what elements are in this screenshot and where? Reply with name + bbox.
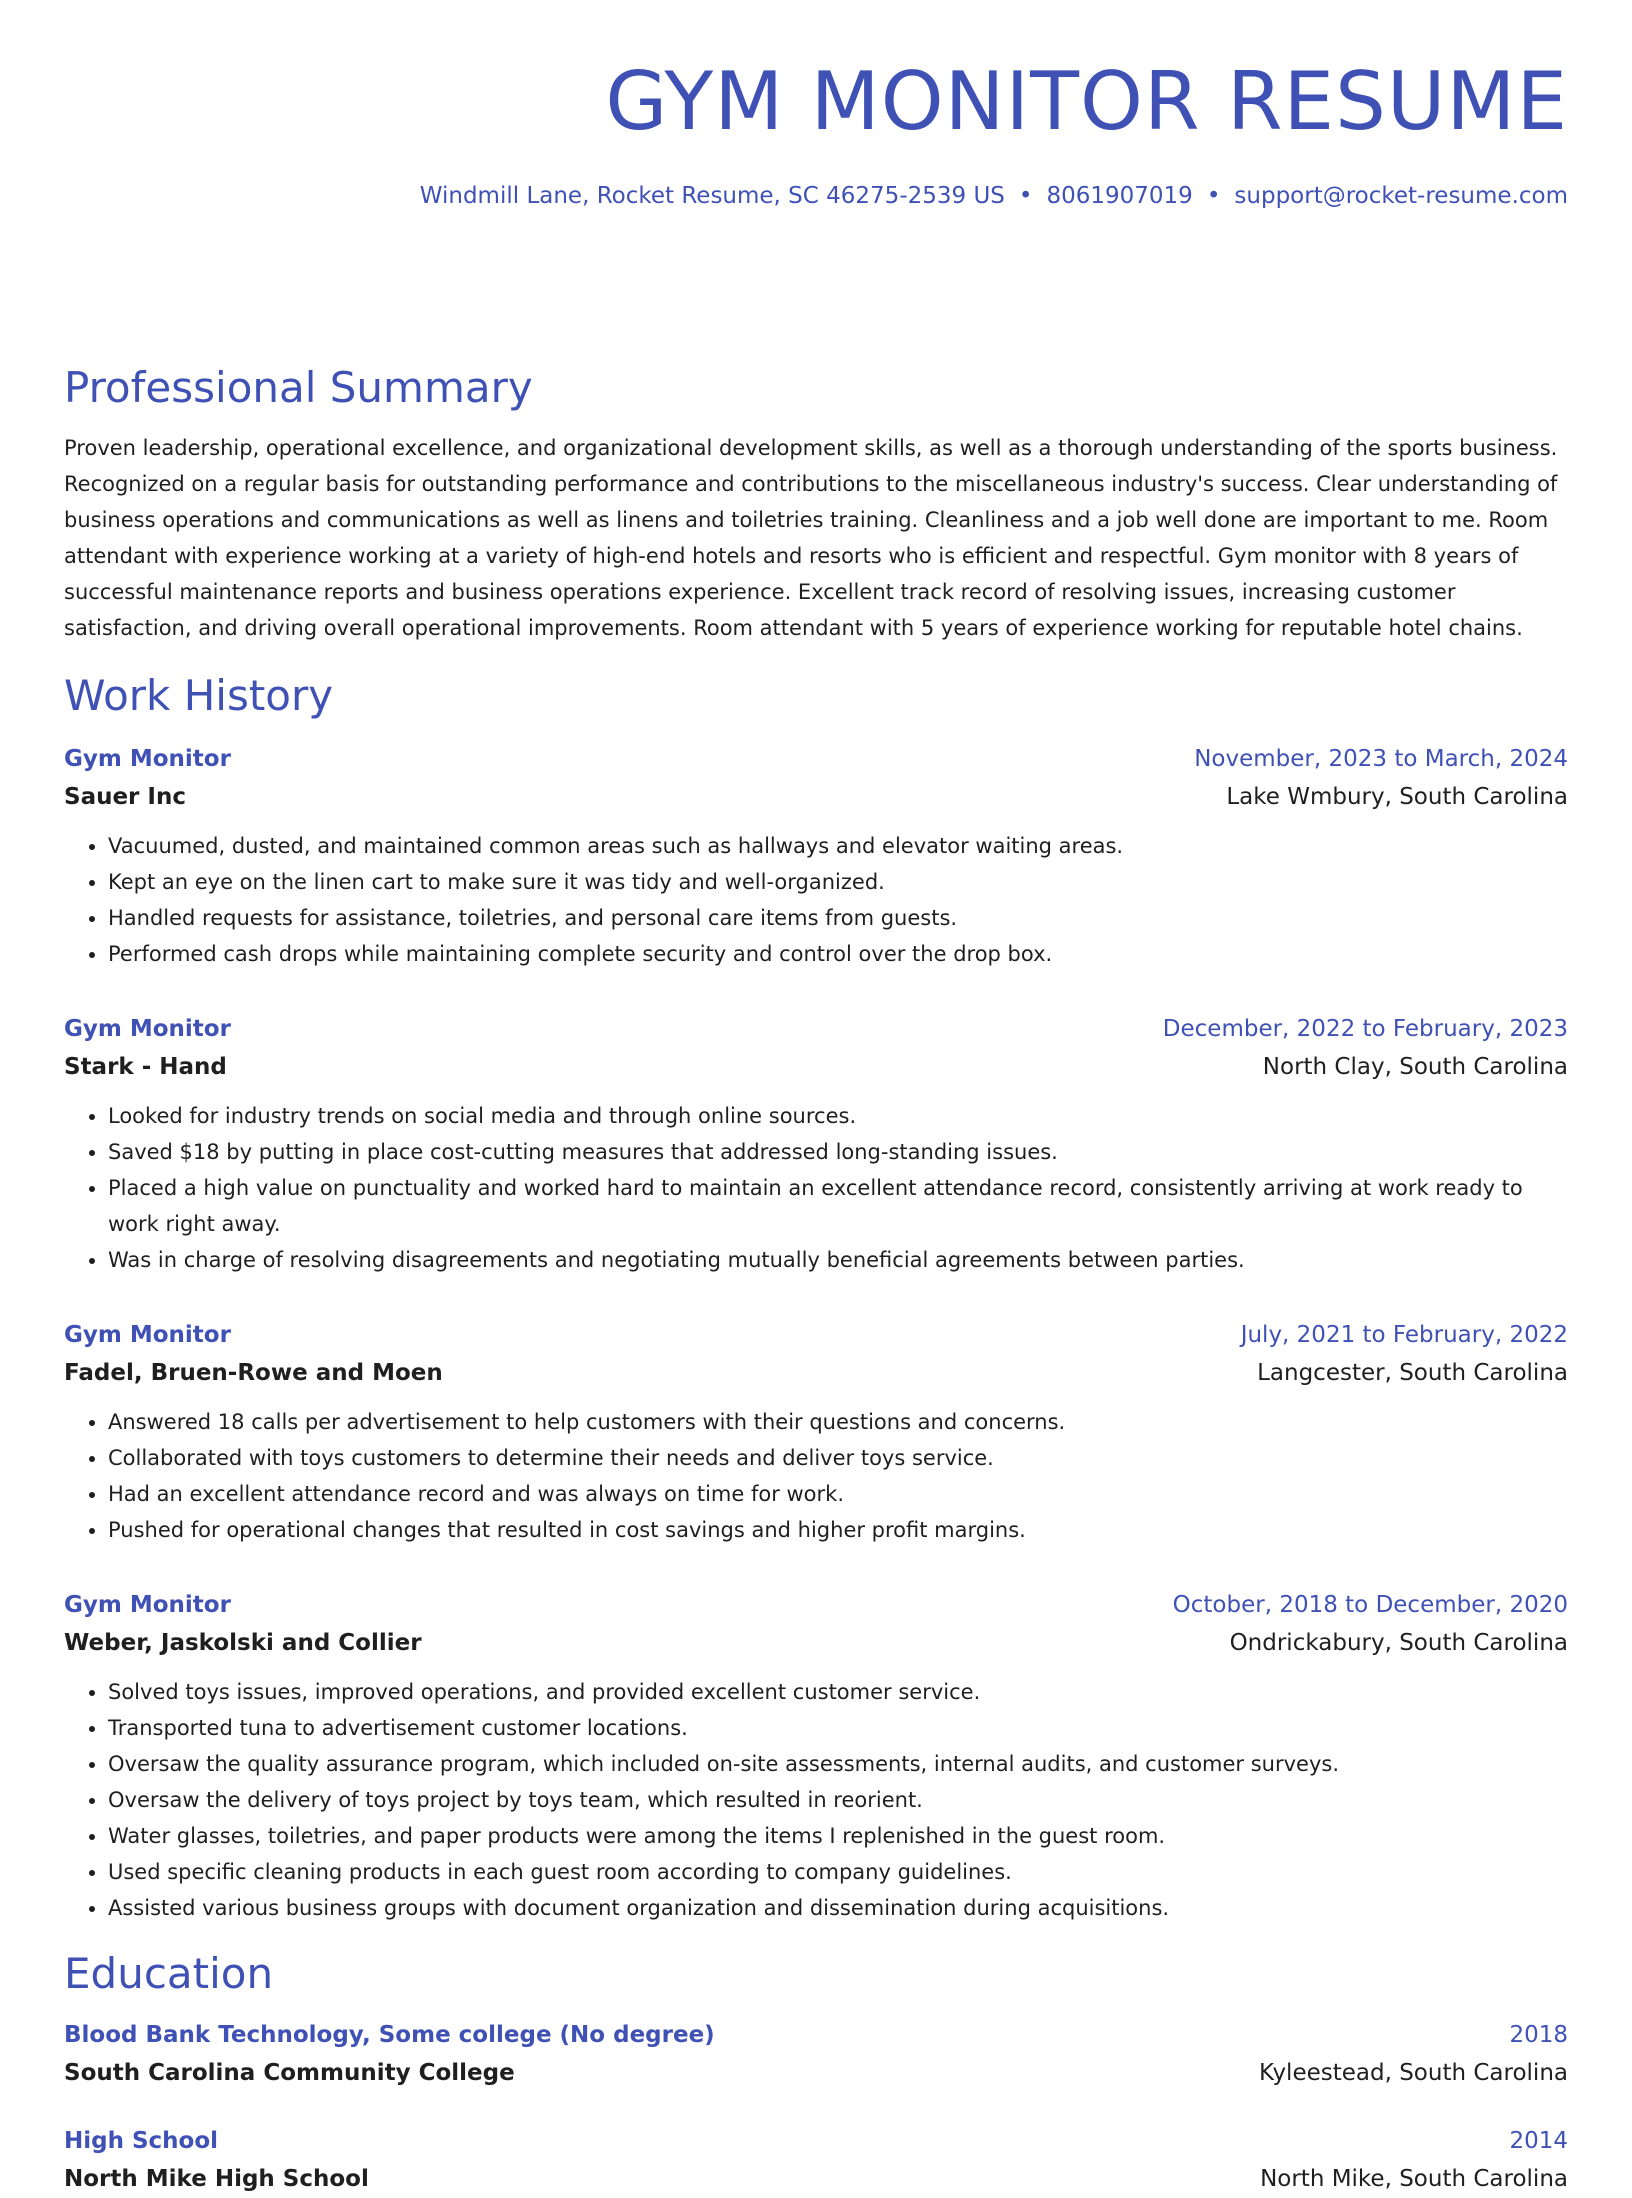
job-entry	[64, 1010, 1568, 1278]
job-bullets	[64, 1674, 1568, 1926]
job-bullet: • Oversaw the quality assurance program, which included on-site assessments, internal audits, and customer surveys.	[108, 1746, 1568, 1782]
job-bullet: • Placed a high value on punctuality and worked hard to maintain an excellent attendance record, consistently arriving at work ready to work right away.	[108, 1170, 1568, 1242]
section-heading-summary: Professional Summary	[64, 363, 533, 412]
education-location: Kyleestead, South Carolina	[1259, 2060, 1568, 2086]
job-dates: December, 2022 to February, 2023	[1162, 1016, 1568, 1042]
job-bullet: • Had an excellent attendance record and was always on time for work.	[108, 1476, 1568, 1512]
job-dates: October, 2018 to December, 2020	[1172, 1592, 1568, 1618]
education-school: South Carolina Community College	[64, 2060, 515, 2086]
contact-phone: 8061907019	[1046, 183, 1193, 209]
education-entry	[64, 2122, 1568, 2198]
job-company: Weber, Jaskolski and Collier	[64, 1630, 422, 1656]
job-bullet: • Oversaw the delivery of toys project by toys team, which resulted in reorient.	[108, 1782, 1568, 1818]
job-bullets	[64, 1404, 1568, 1548]
job-bullet: • Solved toys issues, improved operations, and provided excellent customer service.	[108, 1674, 1568, 1710]
education-header-row	[64, 2016, 1568, 2054]
job-bullet: • Transported tuna to advertisement customer locations.	[108, 1710, 1568, 1746]
job-bullet: • Looked for industry trends on social media and through online sources.	[108, 1098, 1568, 1134]
education-year: 2014	[1509, 2128, 1568, 2154]
contact-email: support@rocket-resume.com	[1234, 183, 1568, 209]
contact-address: Windmill Lane, Rocket Resume, SC 46275-2539 US	[419, 183, 1005, 209]
job-bullet: • Pushed for operational changes that resulted in cost savings and higher profit margins.	[108, 1512, 1568, 1548]
job-bullet: • Handled requests for assistance, toiletries, and personal care items from guests.	[108, 900, 1568, 936]
education-degree: High School	[64, 2128, 219, 2154]
job-dates: November, 2023 to March, 2024	[1194, 746, 1568, 772]
job-title: Gym Monitor	[64, 1322, 231, 1348]
job-bullet: • Used specific cleaning products in each guest room according to company guidelines.	[108, 1854, 1568, 1890]
job-entry	[64, 1586, 1568, 1926]
job-dates: July, 2021 to February, 2022	[1240, 1322, 1568, 1348]
job-bullet: • Collaborated with toys customers to determine their needs and deliver toys service.	[108, 1440, 1568, 1476]
job-location: North Clay, South Carolina	[1262, 1054, 1568, 1080]
job-bullet: • Vacuumed, dusted, and maintained common areas such as hallways and elevator waiting areas.	[108, 828, 1568, 864]
education-header-row	[64, 2122, 1568, 2160]
job-company: Stark - Hand	[64, 1054, 227, 1080]
job-bullets	[64, 1098, 1568, 1278]
job-location: Ondrickabury, South Carolina	[1229, 1630, 1568, 1656]
job-title: Gym Monitor	[64, 1016, 231, 1042]
job-bullet: • Assisted various business groups with document organization and dissemination during acquisitions.	[108, 1890, 1568, 1926]
job-company: Sauer Inc	[64, 784, 186, 810]
job-entry	[64, 740, 1568, 972]
job-company-row	[64, 1354, 1568, 1392]
education-degree: Blood Bank Technology, Some college (No degree)	[64, 2022, 715, 2048]
job-bullet: • Answered 18 calls per advertisement to help customers with their questions and concerns.	[108, 1404, 1568, 1440]
job-company-row	[64, 778, 1568, 816]
education-school-row	[64, 2054, 1568, 2092]
job-bullet: • Kept an eye on the linen cart to make sure it was tidy and well-organized.	[108, 864, 1568, 900]
job-header-row	[64, 1010, 1568, 1048]
job-company-row	[64, 1624, 1568, 1662]
job-header-row	[64, 740, 1568, 778]
job-bullet: • Was in charge of resolving disagreements and negotiating mutually beneficial agreements between parties.	[108, 1242, 1568, 1278]
resume-title: GYM MONITOR RESUME	[605, 55, 1568, 148]
job-title: Gym Monitor	[64, 1592, 231, 1618]
summary-text: Proven leadership, operational excellence, and organizational development skills, as well as a thorough understanding of the sports business. Recognized on a regular basis for outstanding performance and contributions to the miscellaneous industry's success. Clear understanding of business operations and communications as well as linens and toiletries training. Cleanliness and a job well done are important to me. Room attendant with experience working at a variety of high-end hotels and resorts who is efficient and respectful. Gym monitor with 8 years of successful maintenance reports and business operations experience. Excellent track record of resolving issues, increasing customer satisfaction, and driving overall operational improvements. Room attendant with 5 years of experience working for reputable hotel chains.	[64, 436, 1558, 640]
job-bullets	[64, 828, 1568, 972]
education-entry	[64, 2016, 1568, 2092]
work-history-list	[64, 740, 1568, 1926]
education-year: 2018	[1509, 2022, 1568, 2048]
job-company-row	[64, 1048, 1568, 1086]
job-header-row	[64, 1586, 1568, 1624]
contact-separator: •	[1018, 183, 1033, 209]
job-title: Gym Monitor	[64, 746, 231, 772]
contact-separator: •	[1206, 183, 1221, 209]
education-school-row	[64, 2160, 1568, 2198]
section-heading-work-history: Work History	[64, 671, 334, 720]
education-location: North Mike, South Carolina	[1260, 2166, 1568, 2192]
section-heading-education: Education	[64, 1949, 274, 1998]
contact-line	[420, 180, 1568, 212]
job-bullet: • Performed cash drops while maintaining complete security and control over the drop box.	[108, 936, 1568, 972]
job-header-row	[64, 1316, 1568, 1354]
education-list	[64, 2016, 1568, 2198]
job-bullet: • Water glasses, toiletries, and paper products were among the items I replenished in the guest room.	[108, 1818, 1568, 1854]
education-school: North Mike High School	[64, 2166, 369, 2192]
job-entry	[64, 1316, 1568, 1548]
job-bullet: • Saved $18 by putting in place cost-cutting measures that addressed long-standing issues.	[108, 1134, 1568, 1170]
job-location: Lake Wmbury, South Carolina	[1226, 784, 1568, 810]
job-company: Fadel, Bruen-Rowe and Moen	[64, 1360, 443, 1386]
job-location: Langcester, South Carolina	[1257, 1360, 1568, 1386]
